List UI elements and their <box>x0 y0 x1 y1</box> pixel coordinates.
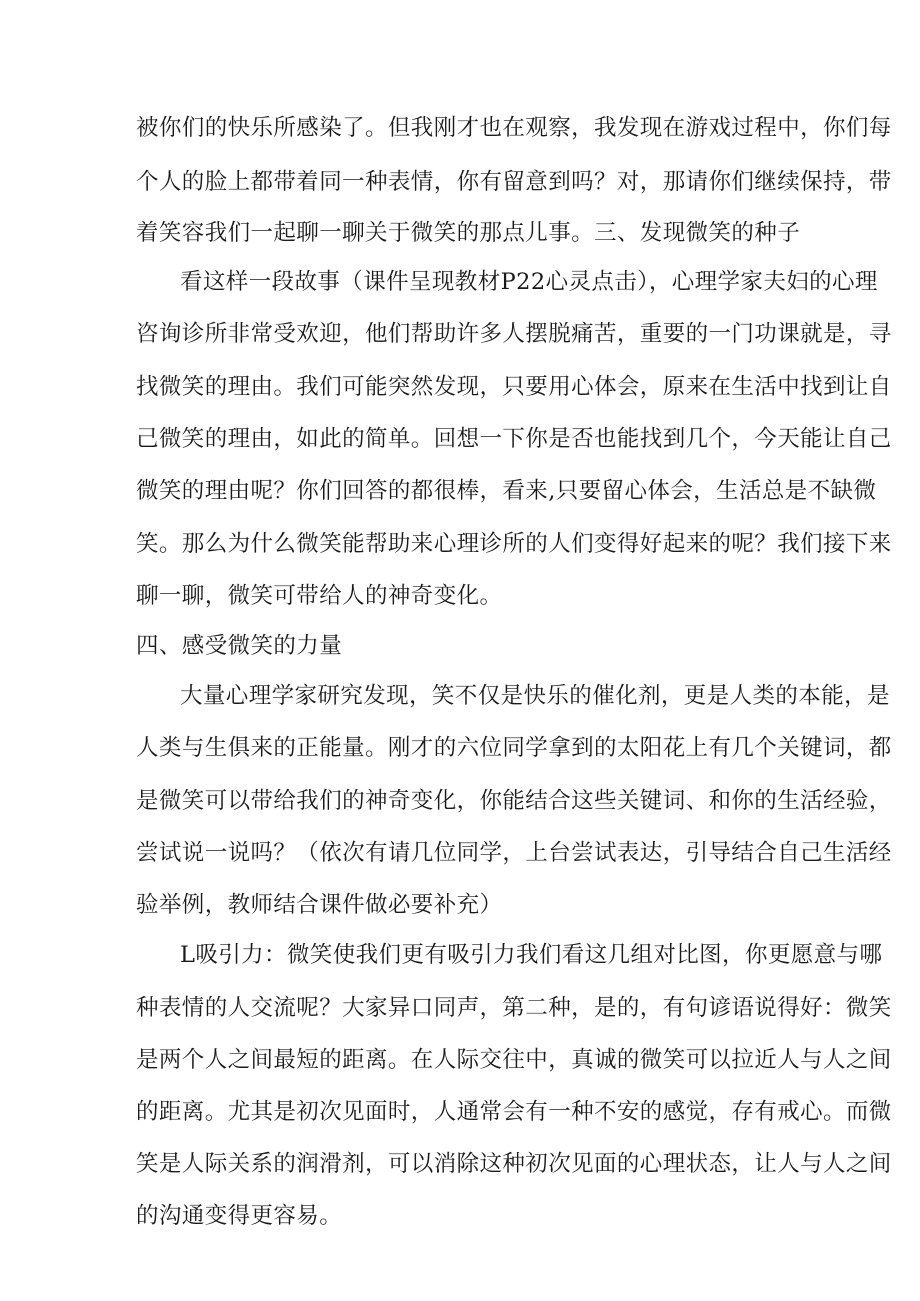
text-line: 的沟通变得更容易。 <box>136 1203 343 1229</box>
text-line: 是微笑可以带给我们的神奇变化，你能结合这些关键词、和你的生活经验， <box>136 788 892 814</box>
text-line: 尝试说一说吗？（依次有请几位同学，上台尝试表达，引导结合自己生活经 <box>136 840 892 866</box>
section-heading: 四、感受微笑的力量 <box>136 633 343 659</box>
text-line: 着笑容我们一起聊一聊关于微笑的那点儿事。三、发现微笑的种子 <box>136 220 801 246</box>
text-line: 被你们的快乐所感染了。但我刚才也在观察，我发现在游戏过程中，你们每 <box>136 115 892 141</box>
text-line: 人类与生俱来的正能量。刚才的六位同学拿到的太阳花上有几个关键词，都 <box>136 735 892 761</box>
text-line: 是两个人之间最短的距离。在人际交往中，真诚的微笑可以拉近人与人之间 <box>136 1047 892 1073</box>
text-line: 微笑的理由呢？你们回答的都很棒，看来,只要留心体会，生活总是不缺微 <box>136 478 877 504</box>
text-line: 咨询诊所非常受欢迎，他们帮助许多人摆脱痛苦，重要的一门功课就是，寻 <box>136 321 892 347</box>
text-line: 笑。那么为什么微笑能帮助来心理诊所的人们变得好起来的呢？我们接下来 <box>136 531 892 557</box>
text-line: 己微笑的理由，如此的简单。回想一下你是否也能找到几个，今天能让自己 <box>136 426 892 452</box>
text-line: 大量心理学家研究发现，笑不仅是快乐的催化剂，更是人类的本能，是 <box>180 683 890 709</box>
text-line: 看这样一段故事（课件呈现教材P22心灵点击），心理学家夫妇的心理 <box>180 269 878 295</box>
text-line: 聊一聊，微笑可带给人的神奇变化。 <box>136 583 503 609</box>
text-line: L吸引力：微笑使我们更有吸引力我们看这几组对比图，你更愿意与哪 <box>180 942 883 968</box>
text-line: 种表情的人交流呢？大家异口同声，第二种，是的，有句谚语说得好：微笑 <box>136 995 892 1021</box>
text-line: 个人的脸上都带着同一种表情，你有留意到吗？对，那请你们继续保持，带 <box>136 169 892 195</box>
text-line: 找微笑的理由。我们可能突然发现，只要用心体会，原来在生活中找到让自 <box>136 374 892 400</box>
text-line: 验举例，教师结合课件做必要补充） <box>136 892 503 918</box>
text-line: 的距离。尤其是初次见面时，人通常会有一种不安的感觉，存有戒心。而微 <box>136 1099 892 1125</box>
text-line: 笑是人际关系的润滑剂，可以消除这种初次见面的心理状态，让人与人之间 <box>136 1151 892 1177</box>
